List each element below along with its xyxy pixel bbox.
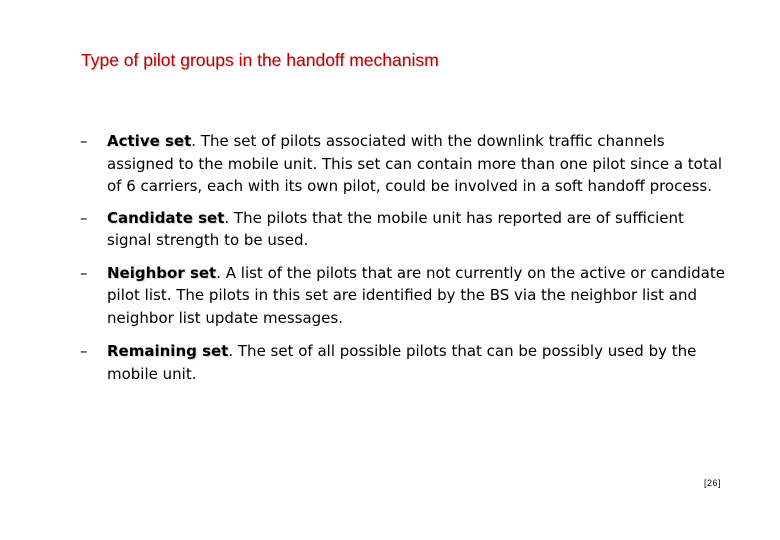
bullet-item-remaining-set [80,340,730,385]
bullet-dash: – [80,132,88,150]
bullet-dash: – [80,208,88,227]
bullet-term: Neighbor set [107,263,217,282]
bullet-term: Remaining set [107,342,229,360]
bullet-text: . The set of all possible pilots that can be possibly used by the mobile unit. [107,342,697,383]
reference-note: [26] [703,478,721,488]
bullet-text: . A list of the pilots that are not currently on the active or candidate pilot list. The pilots in this set are identified by the BS via the neighbor list and neighbor list update messages. [107,263,725,327]
bullet-item-candidate-set [80,207,730,252]
bullet-item-active-set [80,130,730,198]
bullet-text: . The pilots that the mobile unit has reported are of sufficient signal strength to be used. [107,208,684,249]
bullet-item-neighbor-set [80,262,730,330]
bullet-text: . The set of pilots associated with the downlink traffic channels assigned to the mobile unit. This set can contain more than one pilot since a total of 6 carriers, each with its own pilot, could be involved in a soft handoff process. [107,132,723,195]
slide-title: Type of pilot groups in the handoff mechanism [81,50,439,70]
bullet-term: Candidate set [107,208,225,227]
bullet-list [80,130,730,394]
bullet-dash: – [80,342,88,360]
bullet-dash: – [80,263,88,282]
bullet-term: Active set [107,132,192,150]
